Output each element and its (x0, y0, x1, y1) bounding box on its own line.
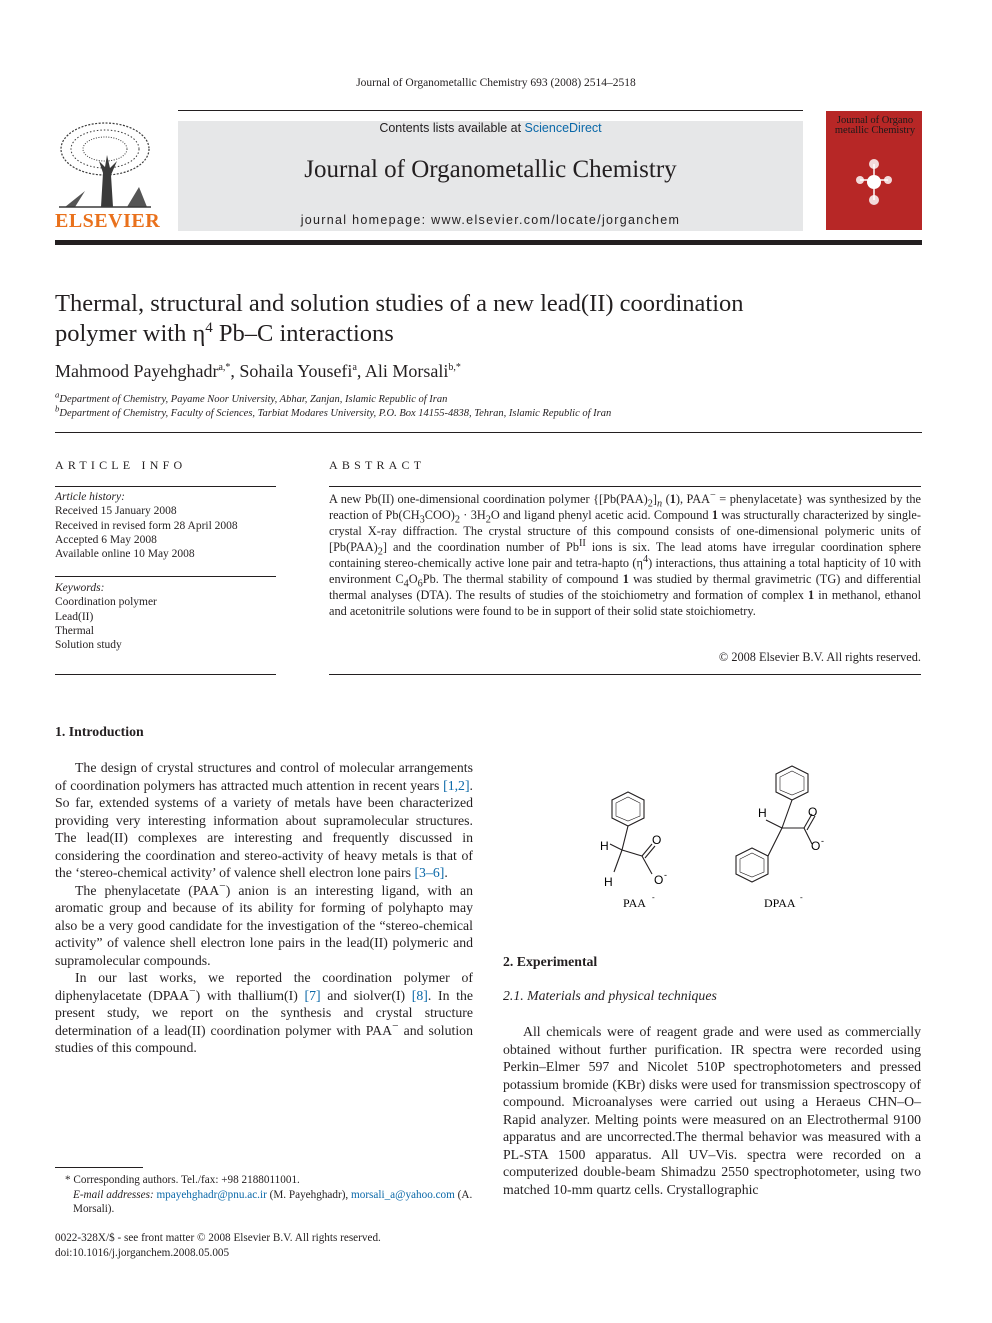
header-bottom-rule (55, 240, 922, 245)
divider (329, 674, 921, 675)
subsection-heading: 2.1. Materials and physical techniques (503, 988, 717, 1003)
author-mark: b,* (448, 362, 461, 373)
charge-label: - (652, 893, 655, 902)
email-link[interactable]: morsali_a@yahoo.com (351, 1188, 455, 1201)
charge-label: - (821, 836, 824, 846)
doi-line[interactable]: doi:10.1016/j.jorganchem.2008.05.005 (55, 1246, 230, 1259)
history-label: Article history: (55, 491, 125, 503)
keywords-label: Keywords: (55, 582, 105, 594)
article-info-heading: ARTICLE INFO (55, 458, 187, 472)
contents-prefix: Contents lists available at (379, 121, 525, 135)
keyword: Coordination polymer (55, 596, 157, 609)
divider (55, 674, 276, 675)
atom-label-o: O (808, 805, 818, 819)
journal-title: Journal of Organometallic Chemistry (304, 156, 677, 183)
author-list: Mahmood Payehghadr$^{a,*}$, Sohaila Yousefi$^a$, Ali Morsali$^{b,*}$ (55, 361, 461, 381)
article-history (55, 490, 276, 561)
cover-molecule-graphic (846, 150, 902, 210)
dpaa-structure (736, 766, 818, 882)
elsevier-wordmark: ELSEVIER (55, 210, 161, 232)
email-label: E-mail addresses: (73, 1188, 154, 1201)
figure-label-paa: PAA (623, 896, 646, 910)
affiliation-mark: a (55, 389, 60, 400)
figure-label-dpaa: DPAA (764, 896, 796, 910)
divider (55, 486, 276, 487)
affiliation-text: Department of Chemistry, Payame Noor University, Abhar, Zanjan, Islamic Republic of Iran (59, 394, 448, 405)
email-link[interactable]: mpayehghadr@pnu.ac.ir (156, 1188, 267, 1201)
affiliation (55, 403, 612, 419)
elsevier-tree-logo (55, 121, 155, 209)
history-item: Received in revised form 28 April 2008 (55, 519, 238, 532)
front-matter (55, 1231, 475, 1260)
atom-label-h: H (604, 875, 613, 889)
affiliation-mark: b (55, 403, 60, 414)
keywords (55, 581, 276, 652)
cover-title: Journal of Organo metallic Chemistry (834, 115, 916, 136)
author-mark: a (352, 362, 357, 373)
author-name: Sohaila Yousefi (239, 361, 353, 381)
paa-structure (610, 792, 655, 874)
footnote-rule (55, 1167, 143, 1168)
running-head: Journal of Organometallic Chemistry 693 (2008) 2514–2518 (356, 77, 636, 89)
footnote-corresponding: * Corresponding authors. Tel./fax: +98 2188011001. E-mail addresses: mpayehghadr@pnu.ac.ir (M. Payehghadr), morsali_a@yahoo.com (A. Morsali). (65, 1174, 473, 1215)
copyright: © 2008 Elsevier B.V. All rights reserved. (718, 650, 921, 664)
history-item: Received 15 January 2008 (55, 505, 177, 518)
section-heading: 2. Experimental (503, 954, 598, 969)
divider (55, 576, 276, 577)
keyword: Solution study (55, 639, 122, 652)
intro-text: The design of crystal structures and control of molecular arrangements of coordination polymers has attracted much attention in recent years [1,2]. So far, extended systems of a variety of metals have been characterized providing very interesting information about supramolecular structures. The lead(II) complexes are interesting and frequently discussed in considering the coordination and stereo-activity of heavy metals is that of the ‘stereo-chemical activity’ of valence shell electron lone pairs [3–6]. The phenylacetate (PAA−) anion is an interesting ligand, with an aromatic group and because of its ability for forming of polyhapto may also be a very good candidate for the investigation of the “stereo-chemical activity” of valence shell electron lone pairs in the lead(II) polymeric and supramolecular compounds. In our last works, we reported the coordination polymer of diphenylacetate (DPAA−) with thallium(I) [7] and siolver(I) [8]. In the present study, we report on the synthesis and crystal structure determination of a lead(II) coordination polymer with PAA− and solution studies of this compound. (55, 760, 473, 1055)
title-line-2-start: polymer with η (55, 320, 206, 347)
affiliation-text: Department of Chemistry, Faculty of Sciences, Tarbiat Modares University, P.O. Box 14155-4838, Tehran, Islamic Republic of Iran (59, 408, 612, 419)
charge-label: - (800, 893, 803, 902)
title-superscript: 4 (205, 319, 213, 336)
email-owner: (M. Payehghadr), (269, 1188, 349, 1201)
title-line-1: Thermal, structural and solution studies of a new lead(II) coordination (55, 290, 744, 317)
atom-label-h: H (600, 839, 609, 853)
sciencedirect-link[interactable]: ScienceDirect (524, 121, 602, 135)
author-name: Mahmood Payehghadr (55, 361, 219, 381)
journal-homepage[interactable]: journal homepage: www.elsevier.com/locate/jorganchem (300, 213, 681, 227)
keyword: Thermal (55, 624, 94, 637)
atom-label-h: H (758, 806, 767, 820)
abstract-text: A new Pb(II) one-dimensional coordination polymer {$[Pb(PAA)_2]_n$ (1), PAA− = phenylacetate} was synthesized by the reaction of $Pb(CH_3COO)_2 \cdot 3H_2O$ and ligand phenyl acetic acid. Compound 1 was structurally characterized by single-crystal X-ray diffraction. The crystal structure of this compound consists of one-dimensional polymeric units of $[Pb(PAA)_2]$ and the coordination number of $Pb^{II}$ ions is six. The lead atoms have irregular coordination sphere containing stereo-chemically active lone pair and tetra-hapto $(\eta^4)$ interactions, thus attaining a total hapticity of 10 with environment $C_4O_6Pb$. The thermal stability of compound 1 was studied by thermal gravimetric (TG) and differential thermal analyses (DTA). The results of studies of the stoichiometry and formation of complex 1 in methanol, ethanol and acetonitrile solutions were found to be in support of their solid state stoichiometry. (329, 489, 921, 618)
issn-line: 0022-328X/$ - see front matter © 2008 Elsevier B.V. All rights reserved. (55, 1232, 381, 1244)
header-top-rule (178, 110, 803, 111)
experimental-text: All chemicals were of reagent grade and were used as commercially obtained without further purification. IR spectra were recorded using Perkin–Elmer 597 and Nicolet 510P spectrophotometers and pressed potassium bromide (KBr) disks were used for transmission spectroscopy of compound. Microanalyses were carried out using a Heraeus CHN–O– Rapid analyzer. Melting points were measured on an Electrothermal 9100 apparatus and are uncorrected.The thermal behavior was measured with a PL-STA 1500 apparatus. All UV–Vis. spectra were recorded on a computerized double-beam Shimadzu 2550 spectrophotometer, using two matched 10-mm quartz cells. Crystallographic (503, 1024, 921, 1197)
article-title (55, 289, 935, 349)
author-name: Ali Morsali (364, 361, 449, 381)
history-item: Accepted 6 May 2008 (55, 533, 157, 546)
history-item: Available online 10 May 2008 (55, 548, 195, 561)
abstract-heading: ABSTRACT (329, 458, 426, 472)
corresponding-note: Corresponding authors. Tel./fax: +98 2188011001. (73, 1174, 300, 1186)
section-heading: 1. Introduction (55, 724, 144, 739)
email-owner: (A. Morsali). (73, 1188, 473, 1215)
affiliation (55, 389, 448, 405)
author-mark: a,* (218, 362, 231, 373)
atom-label-o-minus: O (811, 839, 821, 853)
keyword: Lead(II) (55, 610, 94, 623)
title-line-2-end: Pb–C interactions (212, 320, 394, 347)
title-line-2 (55, 319, 935, 349)
charge-label: - (664, 870, 667, 880)
atom-label-o: O (652, 833, 662, 847)
divider (329, 486, 921, 487)
contents-line (178, 121, 803, 135)
divider (55, 432, 922, 433)
ligand-structures-figure (560, 760, 860, 916)
atom-label-o-minus: O (654, 873, 664, 887)
